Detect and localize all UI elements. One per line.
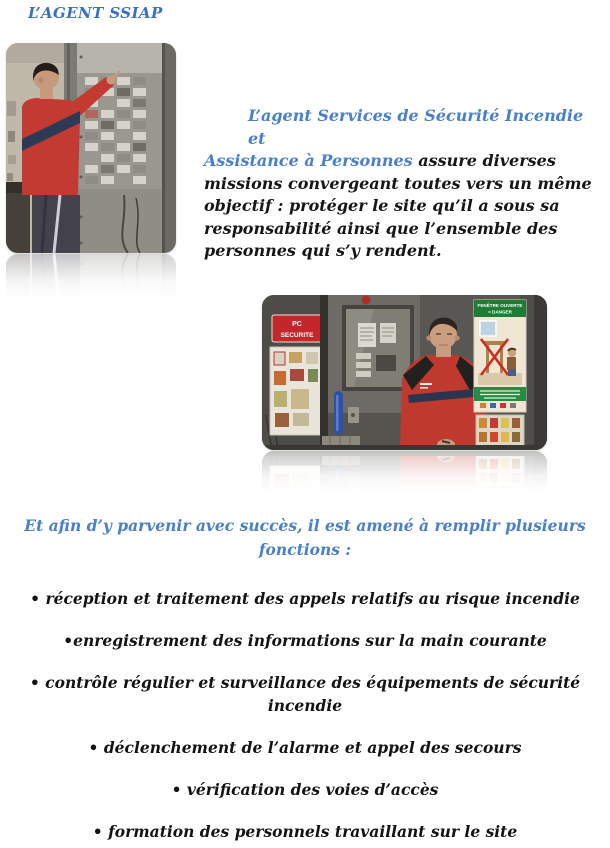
intro-line: [204, 218, 604, 241]
function-item: • formation des personnels travaillant sur le site: [92, 822, 518, 841]
sign-text-line2: SECURITE: [280, 332, 314, 339]
function-item: •enregistrement des informations sur la main courante: [63, 631, 547, 650]
intro-line: [204, 173, 604, 196]
intro-blue-text: Assistance à Personnes: [204, 151, 413, 170]
intro-line: [204, 240, 604, 263]
function-item: • déclenchement de l’alarme et appel des secours: [88, 738, 522, 757]
fire-alarm-panel: [77, 43, 164, 253]
intro-black-text: personnes qui s’y rendent.: [204, 241, 442, 260]
mini-poster: [476, 415, 524, 447]
intro-black-text: missions convergeant toutes vers un même: [204, 173, 592, 193]
intro-line: [204, 150, 604, 173]
functions-heading: Et afin d’y parvenir avec succès, il est amené à remplir plusieurs fonctions :: [24, 516, 586, 559]
notice-board: [270, 347, 322, 435]
intro-black-text: responsabilité ainsi que l’ensemble des: [204, 218, 558, 238]
photo-control-panel-reflection: [6, 254, 176, 302]
poster-text-line1: FENÊTRE OUVERTE: [477, 303, 523, 308]
photo-control-panel: [6, 43, 176, 253]
intro-line: [204, 195, 604, 218]
function-item: • vérification des voies d’accès: [171, 780, 439, 799]
pc-securite-sign: [272, 315, 322, 342]
safety-poster: [474, 300, 526, 412]
intro-black-text: assure diverses: [412, 151, 556, 170]
function-item: • contrôle régulier et surveillance des équipements de sécurité incendie: [29, 673, 581, 715]
photo-security-post: [262, 295, 547, 450]
page-title: L’AGENT SSIAP: [28, 4, 163, 22]
photo-security-post-reflection: [262, 451, 547, 497]
red-sticker: [362, 296, 371, 305]
chair: [6, 191, 30, 253]
security-post-scene: [262, 295, 547, 450]
sign-text-line1: PC: [292, 321, 302, 328]
intro-paragraph: [204, 105, 604, 263]
intro-black-text: objectif : protéger le site qu’il a sous sa: [204, 196, 560, 215]
poster-text-line2: = DANGER: [488, 309, 512, 315]
functions-list: [15, 587, 595, 848]
intro-blue-text: L’agent Services de Sécurité Incendie et: [248, 106, 584, 148]
function-item: • réception et traitement des appels relatifs au risque incendie: [30, 589, 580, 608]
intro-line: [204, 105, 604, 150]
control-panel-scene: [6, 43, 176, 253]
